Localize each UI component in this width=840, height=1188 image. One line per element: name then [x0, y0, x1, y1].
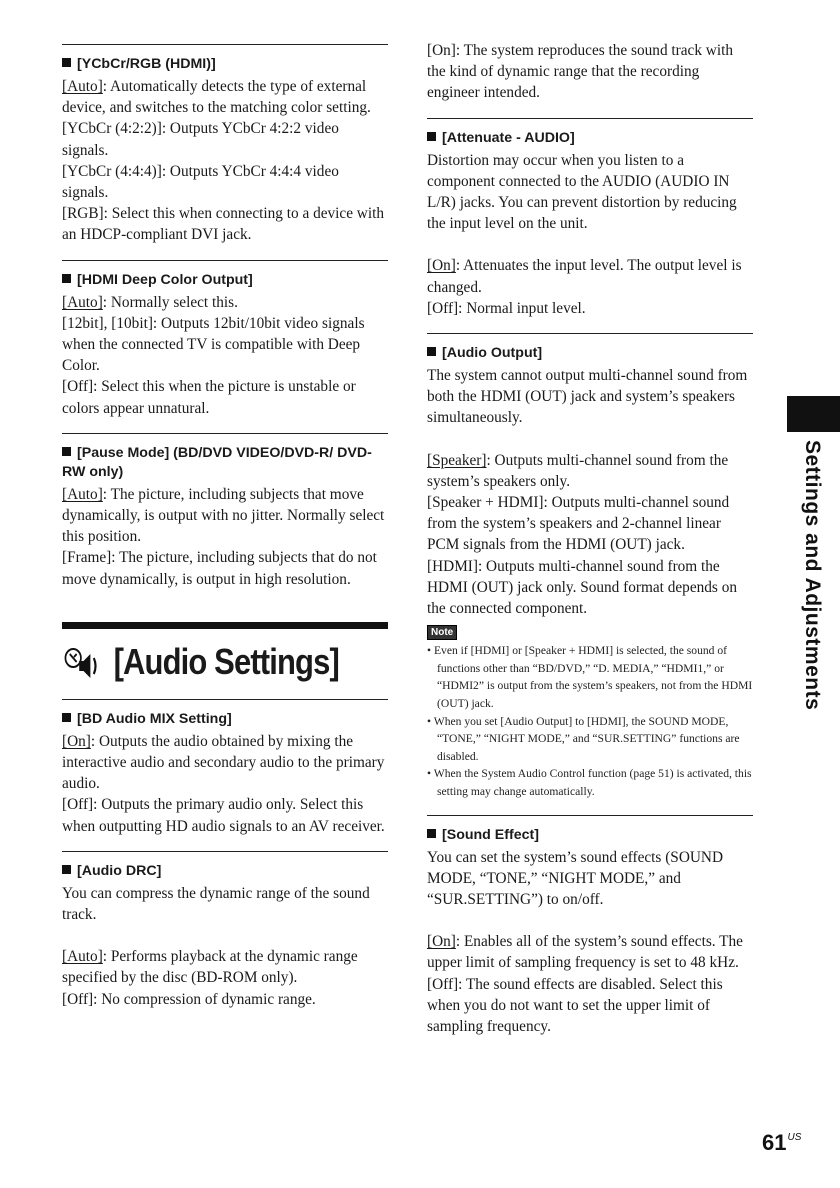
drc-on: [On]: The system reproduces the sound track with the kind of dynamic range that the recording engineer intended. — [427, 42, 734, 102]
ycbcr-422: [YCbCr (4:2:2)]: Outputs YCbCr 4:2:2 video signals. — [62, 120, 339, 159]
section-bar — [62, 622, 388, 629]
note-item: • Even if [HDMI] or [Speaker + HDMI] is selected, the sound of functions other than “BD/DVD,” “D. MEDIA,” “HDMI1,” or “HDMI2” is output from the system’s speakers, not from the HDMI (OUT) jack. — [427, 644, 753, 711]
note-item: • When the System Audio Control function (page 51) is activated, this setting may change automatically. — [427, 767, 752, 799]
bullet-square-icon — [62, 447, 71, 456]
divider — [427, 118, 753, 119]
divider — [62, 260, 388, 261]
side-tab-label: Settings and Adjustments — [801, 440, 824, 711]
divider — [62, 433, 388, 434]
output-heading: [Audio Output] — [427, 344, 753, 363]
deepcolor-off: [Off]: Select this when the picture is unstable or colors appear unnatural. — [62, 378, 356, 417]
output-speaker-hdmi: [Speaker + HDMI]: Outputs multi-channel sound from the system’s speakers and 2-channel linear PCM signals from the HDMI (OUT) jack. — [427, 494, 730, 554]
attenuate-intro: Distortion may occur when you listen to a component connected to the AUDIO (AUDIO IN L/R) jacks. You can prevent distortion by reducing the input level on the unit. — [427, 151, 737, 233]
ycbcr-rgb: [RGB]: Select this when connecting to a device with an HDCP-compliant DVI jack. — [62, 205, 385, 244]
right-column — [427, 40, 753, 1037]
effect-off: [Off]: The sound effects are disabled. Select this when you do not want to set the upper limit of sampling frequency. — [427, 975, 723, 1036]
left-column — [62, 38, 388, 1010]
pause-heading: [Pause Mode] (BD/DVD VIDEO/DVD-R/ DVD-RW only) — [62, 444, 372, 480]
drc-heading: [Audio DRC] — [62, 862, 388, 881]
drc-off: [Off]: No compression of dynamic range. — [62, 990, 316, 1008]
section-title — [62, 639, 342, 685]
bullet-square-icon — [62, 713, 71, 722]
effect-intro: You can set the system’s sound effects (SOUND MODE, “TONE,” “NIGHT MODE,” and “SUR.SETTING”) to on/off. — [427, 848, 724, 909]
section-title-text: [Audio Settings] — [113, 640, 339, 682]
bdmix-heading: [BD Audio MIX Setting] — [62, 710, 388, 729]
divider — [427, 333, 753, 334]
bullet-square-icon — [62, 865, 71, 874]
divider — [62, 699, 388, 700]
bdmix-on: [On]: Outputs the audio obtained by mixing the interactive audio and secondary audio to the primary audio. — [62, 732, 385, 793]
divider — [62, 44, 388, 45]
note-badge: Note — [427, 625, 457, 640]
bullet-square-icon — [427, 829, 436, 838]
pause-auto: [Auto]: The picture, including subjects that move dynamically, is output with no jitter. Normally select this position. — [62, 485, 385, 546]
effect-on: [On]: Enables all of the system’s sound effects. The upper limit of sampling frequency is set to 48 kHz. — [427, 933, 743, 972]
ycbcr-heading: [YCbCr/RGB (HDMI)] — [62, 55, 388, 74]
ycbcr-auto: [Auto]: Automatically detects the type of external device, and switches to the matching color setting. — [62, 78, 371, 117]
output-hdmi: [HDMI]: Outputs multi-channel sound from the HDMI (OUT) jack only. Sound format depends on the connected component. — [427, 557, 737, 618]
deepcolor-bits: [12bit], [10bit]: Outputs 12bit/10bit video signals when the connected TV is compatible with Deep Color. — [62, 314, 365, 375]
attenuate-heading: [Attenuate - AUDIO] — [427, 129, 753, 148]
bullet-square-icon — [62, 58, 71, 67]
drc-intro: You can compress the dynamic range of the sound track. — [62, 884, 370, 924]
divider — [62, 851, 388, 852]
effect-heading: [Sound Effect] — [427, 826, 753, 845]
page-number: $61^{US}$ — [762, 1130, 802, 1155]
output-intro: The system cannot output multi-channel sound from both the HDMI (OUT) jack and system’s speakers simultaneously. — [427, 367, 748, 427]
attenuate-on: [On]: Attenuates the input level. The output level is changed. — [427, 257, 742, 296]
output-speaker: [Speaker]: Outputs multi-channel sound from the system’s speakers only. — [427, 451, 729, 490]
deepcolor-auto: [Auto]: Normally select this. — [62, 293, 238, 311]
side-tab-marker — [787, 396, 840, 432]
deepcolor-heading: [HDMI Deep Color Output] — [62, 271, 388, 290]
audio-settings-icon — [62, 641, 108, 683]
note-item: • When you set [Audio Output] to [HDMI], the SOUND MODE, “TONE,” “NIGHT MODE,” and “SUR.SETTING” functions are disabled. — [427, 714, 740, 763]
bullet-square-icon — [427, 347, 436, 356]
bullet-square-icon — [62, 274, 71, 283]
ycbcr-444: [YCbCr (4:4:4)]: Outputs YCbCr 4:4:4 video signals. — [62, 162, 339, 202]
drc-auto: [Auto]: Performs playback at the dynamic range specified by the disc (BD-ROM only). — [62, 948, 358, 987]
page-suffix: US — [787, 1132, 802, 1143]
bullet-square-icon — [427, 132, 436, 141]
pause-frame: [Frame]: The picture, including subjects that do not move dynamically, is output in high resolution. — [62, 549, 377, 588]
divider — [427, 815, 753, 816]
attenuate-off: [Off]: Normal input level. — [427, 299, 586, 317]
bdmix-off: [Off]: Outputs the primary audio only. Select this when outputting HD audio signals to an AV receiver. — [62, 796, 385, 835]
